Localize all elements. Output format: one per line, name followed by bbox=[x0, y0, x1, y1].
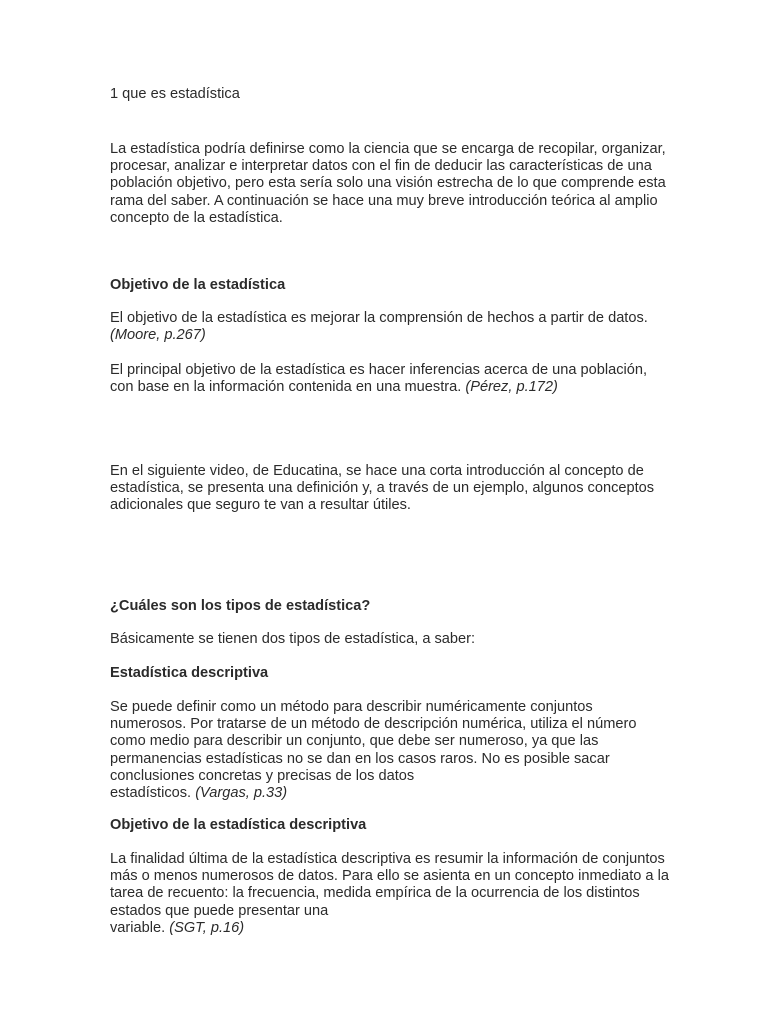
types-heading: ¿Cuáles son los tipos de estadística? bbox=[110, 598, 371, 614]
descriptive-paragraph bbox=[110, 699, 670, 802]
objective-paragraph-2 bbox=[110, 362, 670, 396]
descriptive-paragraph-text: Se puede definir como un método para describir numéricamente conjuntos numerosos. Por tratarse de un método de descripción numérica, utiliza el número como medio para describir un conjunto, que debe ser numeroso, ya que las permanencias estadísticas no se dan en los casos raros. No es posible sacar conclusiones concretas y precisas de los datos bbox=[110, 699, 637, 784]
descriptive-objective-paragraph bbox=[110, 851, 670, 937]
document-title: 1 que es estadística bbox=[110, 86, 240, 102]
descriptive-objective-paragraph-text: La finalidad última de la estadística descriptiva es resumir la información de conjuntos más o menos numerosos de datos. Para ello se asienta en un concepto inmediato a la tarea de recuento: la frecuencia, medida empírica de la ocurrencia de los distintos estados que puede presentar una bbox=[110, 851, 669, 919]
citation-vargas: (Vargas, p.33) bbox=[195, 785, 288, 802]
citation-sgt: (SGT, p.16) bbox=[169, 919, 245, 936]
types-paragraph: Básicamente se tienen dos tipos de estadística, a saber: bbox=[110, 631, 476, 647]
objective-paragraph-1 bbox=[110, 310, 670, 344]
descriptive-objective-paragraph-end: variable. bbox=[110, 919, 166, 936]
citation-perez: (Pérez, p.172) bbox=[465, 379, 558, 396]
objective-paragraph-2-text: El principal objetivo de la estadística es hacer inferencias acerca de una población, con base en la información contenida en una muestra. bbox=[110, 362, 648, 396]
intro-paragraph: La estadística podría definirse como la ciencia que se encarga de recopilar, organizar, procesar, analizar e interpretar datos con el fin de deducir las características de una población objetivo, pero esta sería solo una visión estrecha de lo que comprende esta rama del saber. A continuación se hace una muy breve introducción teórica al amplio concepto de la estadística. bbox=[110, 141, 666, 226]
objective-heading: Objetivo de la estadística bbox=[110, 277, 286, 293]
video-paragraph: En el siguiente video, de Educatina, se hace una corta introducción al concepto de estadística, se presenta una definición y, a través de un ejemplo, algunos conceptos adicionales que seguro te van a resultar útiles. bbox=[110, 463, 655, 514]
citation-moore: (Moore, p.267) bbox=[110, 327, 206, 344]
descriptive-paragraph-end: estadísticos. bbox=[110, 785, 192, 802]
descriptive-objective-heading: Objetivo de la estadística descriptiva bbox=[110, 817, 367, 833]
objective-paragraph-1-text: El objetivo de la estadística es mejorar la comprensión de hechos a partir de datos. bbox=[110, 310, 648, 326]
descriptive-heading: Estadística descriptiva bbox=[110, 665, 269, 681]
